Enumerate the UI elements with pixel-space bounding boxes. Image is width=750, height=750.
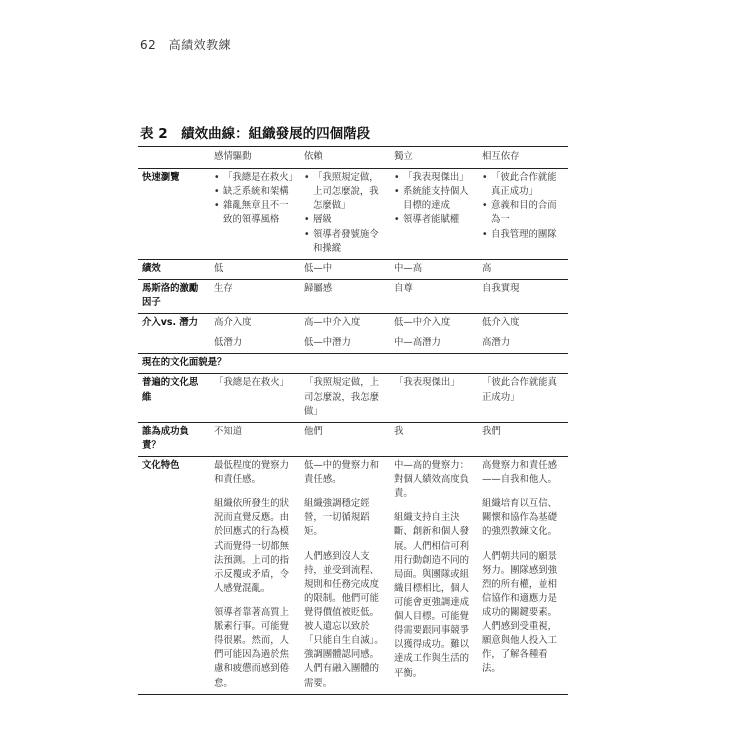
row-maslow [138,279,568,313]
cell-maslow-independent: 自尊 [390,279,478,313]
bullet-item: • 「我表現傑出」 [394,171,474,185]
cell-intervention-dependent [300,314,390,354]
row-culture-question [138,354,568,374]
row-overview [138,169,568,260]
paragraph: 組織支持自主決斷、創新和個人發展。人們相信可利用行動創造不同的局面。與團隊或組織目標相比，個人可能會更強調達成個人目標。可能覺得需要跟同事競爭以獲得成功。難以達成工作與生活的平衡。 [394,512,470,679]
cell-thinking-independent: 「我表現傑出」 [390,374,478,422]
row-performance [138,259,568,279]
potential-level: 高潛力 [482,337,511,349]
cell-maslow-dependent: 歸屬感 [300,279,390,313]
cell-features-independent [390,456,478,694]
bullet-item: • 雜亂無章且不一致的領導風格 [214,199,296,227]
bullet-item: • 自我管理的團隊 [482,228,564,242]
bullet-item: • 「我總是在救火」 [214,171,296,185]
bullet-item: • 「我照規定做，上司怎麼說，我怎麼做」 [304,171,386,213]
book-title: 高績效教練 [168,38,232,52]
header-cell-blank [138,147,210,169]
paragraph: 組織強調穩定經營，一切循規蹈矩。 [304,498,370,538]
performance-curve-table-wrap [138,146,568,695]
cell-features-interdependent [478,456,568,694]
section-heading: 現在的文化面貌是？ [138,354,568,374]
potential-level: 低潛力 [214,337,243,349]
cell-responsible-interdependent: 我們 [478,422,568,456]
cell-intervention-interdependent [478,314,568,354]
bullet-item: • 領導者發號施令和操縱 [304,228,386,256]
row-label: 馬斯洛的激勵因子 [138,279,210,313]
row-label: 績效 [138,259,210,279]
page-number: 62 [140,38,157,52]
paragraph: 領導者靠著高質上脈素行事。可能覺得很累。然而，人們可能因為過於焦慮和疲憊而感到倦怠。 [214,606,290,689]
performance-curve-table [138,146,568,695]
bullet-item: • 系統能支持個人目標的達成 [394,185,474,213]
cell-overview-dependent [300,169,390,260]
bullet-item: • 意義和目的合而為一 [482,199,564,227]
paragraph: 人們感到沒人支持，並受到流程、規則和任務完成度的限制。他們可能覺得價值被貶低。被人遺忘以致於「只能自生自滅」。強調團體認同感。人們有融入團體的需要。 [304,550,384,689]
bullet-item: • 層級 [304,213,386,227]
paragraph: 組織培育以互信、關懷和協作為基礎的強烈教練文化。 [482,498,558,538]
row-thinking [138,374,568,422]
bullet-item: • 領導者能賦權 [394,213,474,227]
bullet-item: • 「彼此合作就能真正成功」 [482,171,564,199]
cell-intervention-independent [390,314,478,354]
cell-performance-interdependent: 高 [478,259,568,279]
page-header [140,36,239,53]
cell-intervention-emotion [210,314,300,354]
row-intervention [138,314,568,354]
row-label: 介入vs. 潛力 [138,314,210,354]
cell-features-emotion [210,456,300,694]
intervention-level: 低介入度 [482,317,520,329]
cell-thinking-dependent: 「我照規定做，上司怎麼說，我怎麼做」 [300,374,390,422]
row-label: 快速瀏覽 [138,169,210,260]
cell-features-dependent [300,456,390,694]
cell-maslow-interdependent: 自我實現 [478,279,568,313]
cell-performance-independent: 中—高 [390,259,478,279]
paragraph: 高覺察力和責任感——自我和他人。 [482,459,558,486]
intervention-level: 高—中介入度 [304,317,361,329]
paragraph: 人們朝共同的願景努力。團隊感到強烈的所有權，並相信協作和適應力是成功的關鍵要素。人們感到受重視，願意與他人投入工作，了解各種看法。 [482,550,558,675]
paragraph: 中—高的覺察力：對個人績效高度負責。 [394,459,470,500]
intervention-level: 高介入度 [214,317,252,329]
bullet-item: • 缺乏系統和架構 [214,185,296,199]
cell-overview-interdependent [478,169,568,260]
cell-responsible-independent: 我 [390,422,478,456]
potential-level: 中—高潛力 [394,337,441,349]
cell-responsible-emotion: 不知道 [210,422,300,456]
table-title: 表 2 績效曲線：組織發展的四個階段 [140,126,371,142]
cell-thinking-emotion: 「我總是在救火」 [210,374,300,422]
cell-thinking-interdependent: 「彼此合作就能真正成功」 [478,374,568,422]
header-cell-emotion-driven: 感情驅動 [210,147,300,169]
potential-level: 低—中潛力 [304,337,351,349]
row-responsible [138,422,568,456]
cell-overview-independent [390,169,478,260]
cell-maslow-emotion: 生存 [210,279,300,313]
row-label: 誰為成功負責？ [138,422,210,456]
header-cell-dependent: 依賴 [300,147,390,169]
cell-overview-emotion [210,169,300,260]
header-cell-independent: 獨立 [390,147,478,169]
paragraph: 低—中的覺察力和責任感。 [304,459,380,486]
header-row [138,147,568,169]
cell-responsible-dependent: 他們 [300,422,390,456]
row-label: 文化特色 [138,456,210,694]
intervention-level: 低—中介入度 [394,317,451,329]
cell-performance-dependent: 低—中 [300,259,390,279]
header-cell-interdependent: 相互依存 [478,147,568,169]
row-features [138,456,568,694]
paragraph: 組織依所發生的狀況而直覺反應。由於回應式的行為模式而覺得一切都無法預測。上司的指示反覆或矛盾，令人感覺混亂。 [214,498,290,594]
paragraph: 最低程度的覺察力和責任感。 [214,459,290,486]
cell-performance-emotion: 低 [210,259,300,279]
row-label: 普遍的文化思維 [138,374,210,422]
